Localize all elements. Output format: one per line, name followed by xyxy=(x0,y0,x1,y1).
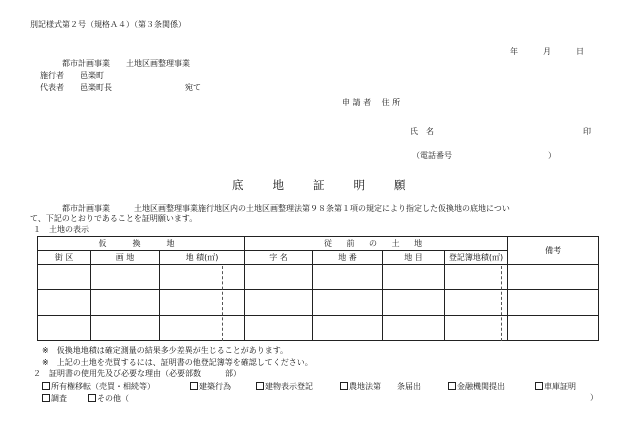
title-char: 底 xyxy=(232,178,245,192)
date-month-label: 月 xyxy=(543,47,551,56)
group-header-kari: 仮 換 地 xyxy=(38,237,245,251)
table-cell[interactable] xyxy=(508,315,599,340)
usage-option[interactable]: 農地法第 条届出 xyxy=(340,382,421,391)
table-cell[interactable] xyxy=(91,265,160,290)
operator-value: 邑楽町 xyxy=(80,71,104,80)
table-cell[interactable] xyxy=(313,290,383,315)
table-cell[interactable] xyxy=(508,265,599,290)
checkbox[interactable] xyxy=(535,382,543,390)
date-year-label: 年 xyxy=(510,47,518,56)
col-header-registry-area: 登記簿地積(㎡) xyxy=(445,251,508,265)
checkbox[interactable] xyxy=(42,382,50,390)
usage-option[interactable]: 車庫証明 xyxy=(535,382,576,391)
title-char: 願 xyxy=(394,178,407,192)
checkbox[interactable] xyxy=(448,382,456,390)
title-char: 明 xyxy=(353,178,366,192)
body-line-2: て、下記のとおりであることを証明願います。 xyxy=(30,214,198,223)
table-cell[interactable] xyxy=(508,290,599,315)
operator-label: 施行者 xyxy=(40,71,64,80)
table-cell[interactable] xyxy=(91,290,160,315)
representative-value: 邑楽町長 xyxy=(80,83,112,92)
phone-number: （電話番号 ） xyxy=(412,151,556,160)
applicant-name-label: 氏 名 xyxy=(410,127,434,136)
note-1: ※ 仮換地地積は確定測量の結果多少差異が生じることがあります。 xyxy=(42,346,289,355)
checkbox[interactable] xyxy=(256,382,264,390)
form-id: 別記様式第２号（規格Ａ４）（第３条関係） xyxy=(30,20,186,29)
body-line-1: 都市計画事業 土地区画整理事業施行地区内の土地区画整理法第９８条第１項の規定により指定した仮換地の底地につい xyxy=(62,204,510,213)
usage-option[interactable]: 調査 xyxy=(42,394,67,403)
title-char: 地 xyxy=(272,178,285,192)
table-cell[interactable] xyxy=(160,290,245,315)
checkbox[interactable] xyxy=(340,382,348,390)
checkbox[interactable] xyxy=(42,394,50,402)
section-2-label: ２ 証明書の使用先及び必要な理由（必要部数 部） xyxy=(33,369,241,378)
col-header-aza: 字 名 xyxy=(245,251,313,265)
table-cell[interactable] xyxy=(38,265,91,290)
seal-mark: 印 xyxy=(583,127,591,136)
checkbox[interactable] xyxy=(190,382,198,390)
table-cell[interactable] xyxy=(383,290,445,315)
group-header-juzen: 従 前 の 土 地 xyxy=(245,237,508,251)
close-paren: ） xyxy=(590,393,598,402)
checkbox[interactable] xyxy=(88,394,96,402)
representative-label: 代表者 xyxy=(40,83,64,92)
table-cell[interactable] xyxy=(445,265,508,290)
land-table xyxy=(37,236,599,341)
table-cell[interactable] xyxy=(445,315,508,340)
table-row xyxy=(38,315,599,340)
table-cell[interactable] xyxy=(245,290,313,315)
honorific: 宛て xyxy=(185,83,201,92)
table-cell[interactable] xyxy=(38,315,91,340)
usage-option[interactable]: 所有権移転（売買・相続等） xyxy=(42,382,155,391)
table-row xyxy=(38,265,599,290)
table-cell[interactable] xyxy=(445,290,508,315)
title-char: 証 xyxy=(313,178,326,192)
col-header-lot-number: 地 番 xyxy=(313,251,383,265)
col-header-block: 街 区 xyxy=(38,251,91,265)
date-day-label: 日 xyxy=(576,47,584,56)
table-cell[interactable] xyxy=(160,315,245,340)
area-decimal-divider xyxy=(222,266,223,341)
section-1-label: １ 土地の表示 xyxy=(33,225,89,234)
col-header-land-category: 地 目 xyxy=(383,251,445,265)
registry-area-decimal-divider xyxy=(501,266,502,341)
table-cell[interactable] xyxy=(313,265,383,290)
usage-option[interactable]: 建築行為 xyxy=(190,382,231,391)
table-cell[interactable] xyxy=(383,315,445,340)
table-cell[interactable] xyxy=(160,265,245,290)
project-line: 都市計画事業 土地区画整理事業 xyxy=(62,59,190,68)
applicant-address-label: 申 請 者 住 所 xyxy=(342,98,401,107)
table-cell[interactable] xyxy=(313,315,383,340)
table-cell[interactable] xyxy=(91,315,160,340)
table-cell[interactable] xyxy=(245,315,313,340)
table-cell[interactable] xyxy=(245,265,313,290)
col-header-lot: 画 地 xyxy=(91,251,160,265)
usage-option[interactable]: 金融機関提出 xyxy=(448,382,505,391)
usage-option[interactable]: 建物表示登記 xyxy=(256,382,313,391)
remarks-header: 備考 xyxy=(508,237,599,265)
table-cell[interactable] xyxy=(383,265,445,290)
document-title xyxy=(218,180,421,192)
table-cell[interactable] xyxy=(38,290,91,315)
table-row xyxy=(38,290,599,315)
note-2: ※ 上記の土地を売買するには、証明書の他登記簿等を確認してください。 xyxy=(42,358,313,367)
usage-option[interactable]: その他（ xyxy=(88,394,129,403)
col-header-area: 地 積(㎡) xyxy=(160,251,245,265)
